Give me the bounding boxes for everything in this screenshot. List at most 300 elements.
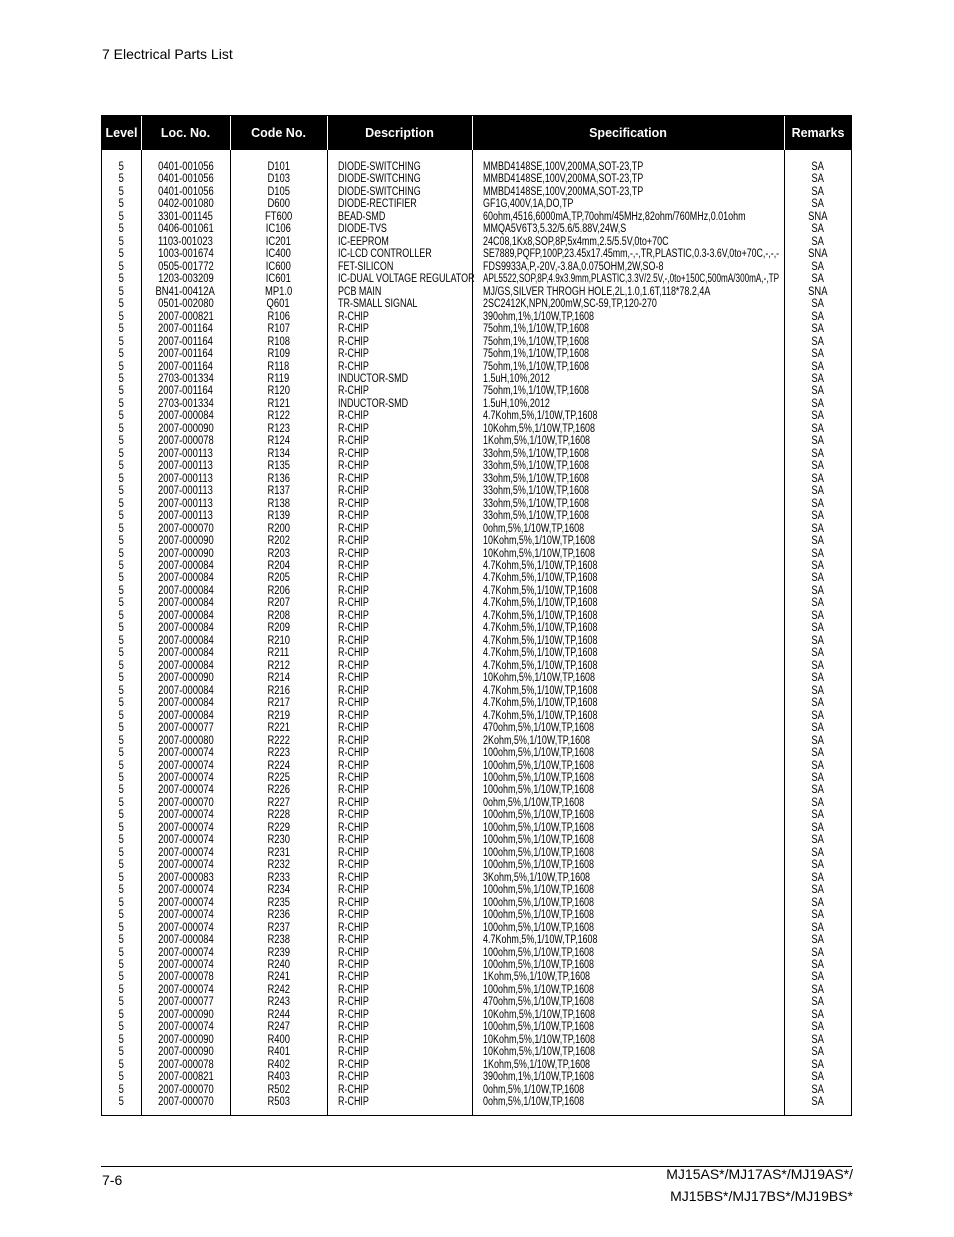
cell-remarks: SA xyxy=(811,223,825,236)
cell-remarks: SA xyxy=(811,672,825,685)
cell-level: 5 xyxy=(118,385,125,398)
cell-level: 5 xyxy=(118,884,125,897)
cell-remarks: SA xyxy=(811,1071,825,1084)
cell-level: 5 xyxy=(118,372,125,385)
cell-description: R-CHIP xyxy=(338,1096,369,1109)
cell-specification: 4.7Kohm,5%,1/10W,TP,1608 xyxy=(483,572,598,585)
cell-specification: 0ohm,5%,1/10W,TP,1608 xyxy=(483,796,585,809)
cell-specification: 1.5uH,10%,2012 xyxy=(483,372,550,385)
cell-description: R-CHIP xyxy=(338,1046,369,1059)
cell-specification: 100ohm,5%,1/10W,TP,1608 xyxy=(483,909,595,922)
cell-loc-no: 2007-000113 xyxy=(158,510,213,523)
cell-level: 5 xyxy=(118,510,125,523)
cell-specification: 0ohm,5%,1/10W,TP,1608 xyxy=(483,1096,585,1109)
cell-code-no: R209 xyxy=(267,622,290,635)
cell-loc-no: 0406-001061 xyxy=(157,223,214,236)
cell-description: R-CHIP xyxy=(338,584,369,597)
cell-code-no: R119 xyxy=(267,372,290,385)
cell-specification: 33ohm,5%,1/10W,TP,1608 xyxy=(483,485,590,498)
cell-code-no: R238 xyxy=(267,934,290,947)
cell-description: R-CHIP xyxy=(338,647,369,660)
cell-code-no: R206 xyxy=(267,584,290,597)
cell-description: R-CHIP xyxy=(338,846,369,859)
cell-code-no: R210 xyxy=(267,634,290,647)
cell-code-no: R205 xyxy=(267,572,290,585)
cell-loc-no: 2007-000074 xyxy=(157,959,214,971)
cell-loc-no: 0501-002080 xyxy=(157,298,214,311)
cell-loc-no: 2007-000090 xyxy=(157,1033,214,1046)
cell-loc-no: 2007-000084 xyxy=(157,659,214,672)
cell-code-no: R235 xyxy=(267,896,290,909)
cell-code-no: R223 xyxy=(267,747,290,760)
table-header xyxy=(102,116,851,150)
cell-code-no: R120 xyxy=(267,385,290,398)
cell-specification: 60ohm,4516,6000mA,TP,70ohm/45MHz,82ohm/760MHz,0.01ohm xyxy=(483,210,746,223)
cell-remarks: SA xyxy=(811,323,825,336)
cell-description: R-CHIP xyxy=(338,547,369,560)
cell-level: 5 xyxy=(118,298,125,311)
cell-specification: 4.7Kohm,5%,1/10W,TP,1608 xyxy=(483,609,598,622)
cell-remarks: SA xyxy=(811,821,825,834)
cell-remarks: SA xyxy=(811,560,825,572)
cell-level: 5 xyxy=(118,934,125,947)
cell-level: 5 xyxy=(118,273,125,286)
cell-remarks: SA xyxy=(811,1083,825,1096)
cell-level: 5 xyxy=(118,597,125,610)
cell-specification: 3Kohm,5%,1/10W,TP,1608 xyxy=(483,871,591,884)
cell-remarks: SA xyxy=(811,547,825,560)
cell-code-no: IC106 xyxy=(265,223,292,236)
cell-code-no: R237 xyxy=(267,921,290,934)
cell-code-no: D103 xyxy=(267,173,290,186)
cell-loc-no: 2007-000074 xyxy=(157,747,214,760)
cell-remarks: SA xyxy=(811,747,825,760)
cell-loc-no: 2007-000077 xyxy=(157,722,214,735)
cell-code-no: R219 xyxy=(267,709,290,722)
cell-level: 5 xyxy=(118,335,125,348)
cell-level: 5 xyxy=(118,560,125,572)
cell-remarks: SA xyxy=(811,435,825,448)
cell-remarks: SA xyxy=(811,959,825,971)
cell-level: 5 xyxy=(118,734,125,747)
cell-loc-no: 2007-001164 xyxy=(158,323,213,336)
cell-remarks: SA xyxy=(811,235,825,248)
cell-level: 5 xyxy=(118,821,125,834)
cell-remarks: SA xyxy=(811,410,825,423)
cell-specification: 75ohm,1%,1/10W,TP,1608 xyxy=(483,385,590,398)
cell-specification: 4.7Kohm,5%,1/10W,TP,1608 xyxy=(483,697,598,710)
cell-remarks: SA xyxy=(811,472,825,485)
cell-description: R-CHIP xyxy=(338,335,369,348)
cell-level: 5 xyxy=(118,896,125,909)
cell-description: R-CHIP xyxy=(338,996,369,1009)
cell-description: R-CHIP xyxy=(338,535,369,548)
cell-specification: 33ohm,5%,1/10W,TP,1608 xyxy=(483,447,590,460)
cell-remarks: SA xyxy=(811,310,825,323)
cell-description: IC-EEPROM xyxy=(338,235,389,248)
cell-loc-no: 2007-000084 xyxy=(157,584,214,597)
cell-level: 5 xyxy=(118,497,125,510)
cell-remarks: SA xyxy=(811,709,825,722)
cell-specification: 10Kohm,5%,1/10W,TP,1608 xyxy=(483,535,596,548)
cell-level: 5 xyxy=(118,310,125,323)
cell-loc-no: 2007-000077 xyxy=(157,996,214,1009)
cell-level: 5 xyxy=(118,1058,125,1071)
cell-loc-no: 2007-001164 xyxy=(158,335,213,348)
cell-loc-no: 2007-000074 xyxy=(157,921,214,934)
cell-description: R-CHIP xyxy=(338,684,369,697)
cell-remarks: SA xyxy=(811,522,825,535)
cell-specification: 1Kohm,5%,1/10W,TP,1608 xyxy=(483,1058,591,1071)
cell-description: R-CHIP xyxy=(338,572,369,585)
cell-description: R-CHIP xyxy=(338,485,369,498)
cell-code-no: R108 xyxy=(267,335,290,348)
header-specification: Specification xyxy=(589,126,667,140)
cell-remarks: SA xyxy=(811,1046,825,1059)
cell-remarks: SA xyxy=(811,1058,825,1071)
cell-level: 5 xyxy=(118,223,125,236)
cell-loc-no: 2007-000113 xyxy=(158,485,213,498)
cell-remarks: SA xyxy=(811,1021,825,1034)
cell-loc-no: 2007-000113 xyxy=(158,472,213,485)
cell-level: 5 xyxy=(118,871,125,884)
cell-specification: FDS9933A,P,-20V,-3.8A,0.075OHM,2W,SO-8 xyxy=(483,260,664,273)
cell-loc-no: 2007-000070 xyxy=(157,522,214,535)
cell-level: 5 xyxy=(118,722,125,735)
cell-level: 5 xyxy=(118,859,125,872)
cell-code-no: R138 xyxy=(267,497,290,510)
cell-specification: 100ohm,5%,1/10W,TP,1608 xyxy=(483,959,595,971)
cell-description: R-CHIP xyxy=(338,560,369,572)
cell-level: 5 xyxy=(118,1021,125,1034)
cell-description: R-CHIP xyxy=(338,1071,369,1084)
parts-table xyxy=(101,115,852,1116)
cell-specification: APL5522,SOP,8P,4.9x3.9mm,PLASTIC,3.3V/2.5V,-,0to+150C,500mA/300mA,-,TP xyxy=(483,273,780,286)
cell-level: 5 xyxy=(118,1071,125,1084)
cell-specification: 100ohm,5%,1/10W,TP,1608 xyxy=(483,759,595,772)
column-level xyxy=(102,161,141,1109)
cell-remarks: SA xyxy=(811,161,825,173)
header-divider xyxy=(472,116,473,150)
cell-description: R-CHIP xyxy=(338,460,369,473)
cell-description: R-CHIP xyxy=(338,1083,369,1096)
cell-code-no: R136 xyxy=(267,472,290,485)
cell-loc-no: 2007-000074 xyxy=(157,809,214,822)
cell-loc-no: 1203-003209 xyxy=(157,273,214,286)
cell-specification: 10Kohm,5%,1/10W,TP,1608 xyxy=(483,1008,596,1021)
cell-loc-no: 2007-000090 xyxy=(157,547,214,560)
cell-loc-no: 0402-001080 xyxy=(157,198,214,211)
cell-level: 5 xyxy=(118,173,125,186)
cell-specification: 10Kohm,5%,1/10W,TP,1608 xyxy=(483,1046,596,1059)
cell-description: INDUCTOR-SMD xyxy=(338,397,409,410)
header-divider xyxy=(230,116,231,150)
cell-loc-no: 2007-000074 xyxy=(157,784,214,797)
cell-specification: 10Kohm,5%,1/10W,TP,1608 xyxy=(483,547,596,560)
cell-specification: MMBD4148SE,100V,200MA,SOT-23,TP xyxy=(483,161,644,173)
cell-loc-no: 2007-000074 xyxy=(157,946,214,959)
cell-description: DIODE-SWITCHING xyxy=(338,173,421,186)
cell-level: 5 xyxy=(118,971,125,984)
cell-specification: 4.7Kohm,5%,1/10W,TP,1608 xyxy=(483,659,598,672)
cell-code-no: R208 xyxy=(267,609,290,622)
cell-remarks: SA xyxy=(811,422,825,435)
cell-code-no: Q601 xyxy=(266,298,291,311)
cell-loc-no: 2007-000080 xyxy=(157,734,214,747)
cell-specification: 100ohm,5%,1/10W,TP,1608 xyxy=(483,1021,595,1034)
cell-specification: 470ohm,5%,1/10W,TP,1608 xyxy=(483,996,595,1009)
cell-specification: 10Kohm,5%,1/10W,TP,1608 xyxy=(483,672,596,685)
cell-loc-no: 2007-001164 xyxy=(158,385,213,398)
cell-description: R-CHIP xyxy=(338,634,369,647)
header-loc-no: Loc. No. xyxy=(160,126,211,140)
cell-description: R-CHIP xyxy=(338,784,369,797)
cell-specification: 75ohm,1%,1/10W,TP,1608 xyxy=(483,323,590,336)
cell-code-no: D600 xyxy=(267,198,290,211)
cell-description: R-CHIP xyxy=(338,871,369,884)
cell-specification: 100ohm,5%,1/10W,TP,1608 xyxy=(483,784,595,797)
column-description xyxy=(338,161,488,1109)
cell-code-no: R400 xyxy=(267,1033,290,1046)
cell-specification: 100ohm,5%,1/10W,TP,1608 xyxy=(483,896,595,909)
model-list-line-2: MJ15BS*/MJ17BS*/MJ19BS* xyxy=(670,1188,853,1204)
cell-specification: 470ohm,5%,1/10W,TP,1608 xyxy=(483,722,595,735)
cell-level: 5 xyxy=(118,983,125,996)
cell-loc-no: 2007-000084 xyxy=(157,684,214,697)
cell-description: R-CHIP xyxy=(338,510,369,523)
cell-specification: 390ohm,1%,1/10W,TP,1608 xyxy=(483,310,595,323)
cell-loc-no: 2007-000074 xyxy=(157,1021,214,1034)
cell-code-no: R239 xyxy=(267,946,290,959)
cell-level: 5 xyxy=(118,1083,125,1096)
cell-code-no: R236 xyxy=(267,909,290,922)
cell-loc-no: 2007-000084 xyxy=(157,410,214,423)
cell-specification: 0ohm,5%,1/10W,TP,1608 xyxy=(483,1083,585,1096)
cell-loc-no: 2007-000074 xyxy=(157,771,214,784)
cell-code-no: R214 xyxy=(267,672,290,685)
cell-loc-no: 0401-001056 xyxy=(157,161,214,173)
cell-description: R-CHIP xyxy=(338,809,369,822)
cell-remarks: SNA xyxy=(808,285,828,298)
cell-code-no: R200 xyxy=(267,522,290,535)
cell-specification: 100ohm,5%,1/10W,TP,1608 xyxy=(483,821,595,834)
cell-description: R-CHIP xyxy=(338,497,369,510)
cell-code-no: R216 xyxy=(267,684,290,697)
cell-level: 5 xyxy=(118,522,125,535)
cell-code-no: R232 xyxy=(267,859,290,872)
cell-remarks: SNA xyxy=(808,248,828,261)
cell-code-no: IC601 xyxy=(265,273,292,286)
cell-level: 5 xyxy=(118,185,125,198)
cell-level: 5 xyxy=(118,684,125,697)
cell-code-no: IC400 xyxy=(265,248,292,261)
cell-description: PCB MAIN xyxy=(338,285,382,298)
cell-level: 5 xyxy=(118,260,125,273)
cell-level: 5 xyxy=(118,647,125,660)
cell-code-no: R139 xyxy=(267,510,290,523)
cell-description: TR-SMALL SIGNAL xyxy=(338,298,418,311)
cell-loc-no: 1103-001023 xyxy=(158,235,213,248)
cell-code-no: D105 xyxy=(267,185,290,198)
cell-level: 5 xyxy=(118,435,125,448)
cell-specification: 1Kohm,5%,1/10W,TP,1608 xyxy=(483,435,591,448)
cell-description: R-CHIP xyxy=(338,747,369,760)
cell-remarks: SA xyxy=(811,921,825,934)
cell-code-no: R225 xyxy=(267,771,290,784)
cell-specification: 33ohm,5%,1/10W,TP,1608 xyxy=(483,460,590,473)
cell-remarks: SA xyxy=(811,946,825,959)
cell-code-no: R204 xyxy=(267,560,290,572)
cell-specification: 100ohm,5%,1/10W,TP,1608 xyxy=(483,846,595,859)
cell-loc-no: 3301-001145 xyxy=(158,210,213,223)
cell-code-no: R401 xyxy=(267,1046,290,1059)
cell-remarks: SA xyxy=(811,659,825,672)
cell-remarks: SA xyxy=(811,198,825,211)
cell-loc-no: 2007-000113 xyxy=(158,460,213,473)
cell-remarks: SA xyxy=(811,497,825,510)
header-description: Description xyxy=(365,126,434,140)
cell-code-no: R222 xyxy=(267,734,290,747)
cell-code-no: R243 xyxy=(267,996,290,1009)
cell-specification: 4.7Kohm,5%,1/10W,TP,1608 xyxy=(483,709,598,722)
cell-specification: 10Kohm,5%,1/10W,TP,1608 xyxy=(483,1033,596,1046)
cell-description: R-CHIP xyxy=(338,734,369,747)
cell-level: 5 xyxy=(118,747,125,760)
cell-description: R-CHIP xyxy=(338,447,369,460)
cell-description: R-CHIP xyxy=(338,1021,369,1034)
cell-description: R-CHIP xyxy=(338,709,369,722)
cell-description: R-CHIP xyxy=(338,971,369,984)
cell-description: R-CHIP xyxy=(338,422,369,435)
cell-description: R-CHIP xyxy=(338,1008,369,1021)
cell-remarks: SA xyxy=(811,896,825,909)
cell-description: R-CHIP xyxy=(338,722,369,735)
cell-remarks: SA xyxy=(811,1008,825,1021)
cell-specification: 4.7Kohm,5%,1/10W,TP,1608 xyxy=(483,560,598,572)
cell-description: R-CHIP xyxy=(338,622,369,635)
cell-remarks: SA xyxy=(811,859,825,872)
cell-code-no: R123 xyxy=(267,422,290,435)
cell-description: IC-LCD CONTROLLER xyxy=(338,248,432,261)
cell-level: 5 xyxy=(118,1033,125,1046)
cell-description: R-CHIP xyxy=(338,360,369,373)
cell-specification: 24C08,1Kx8,SOP,8P,5x4mm,2.5/5.5V,0to+70C xyxy=(483,235,669,248)
cell-remarks: SA xyxy=(811,335,825,348)
cell-specification: 100ohm,5%,1/10W,TP,1608 xyxy=(483,946,595,959)
cell-description: R-CHIP xyxy=(338,959,369,971)
cell-specification: 100ohm,5%,1/10W,TP,1608 xyxy=(483,884,595,897)
column-code-no xyxy=(230,161,327,1109)
cell-level: 5 xyxy=(118,784,125,797)
cell-loc-no: 2007-000084 xyxy=(157,709,214,722)
cell-code-no: R242 xyxy=(267,983,290,996)
cell-description: R-CHIP xyxy=(338,597,369,610)
cell-description: R-CHIP xyxy=(338,921,369,934)
cell-loc-no: 2007-000070 xyxy=(157,1083,214,1096)
cell-specification: 33ohm,5%,1/10W,TP,1608 xyxy=(483,472,590,485)
cell-loc-no: 2007-000074 xyxy=(157,859,214,872)
cell-specification: 100ohm,5%,1/10W,TP,1608 xyxy=(483,834,595,847)
cell-remarks: SA xyxy=(811,572,825,585)
cell-loc-no: 2007-000083 xyxy=(157,871,214,884)
cell-description: DIODE-SWITCHING xyxy=(338,161,421,173)
cell-level: 5 xyxy=(118,397,125,410)
cell-level: 5 xyxy=(118,161,125,173)
cell-specification: 10Kohm,5%,1/10W,TP,1608 xyxy=(483,422,596,435)
cell-loc-no: 0401-001056 xyxy=(157,185,214,198)
cell-code-no: R247 xyxy=(267,1021,290,1034)
cell-loc-no: 2007-000090 xyxy=(157,1008,214,1021)
cell-description: R-CHIP xyxy=(338,385,369,398)
cell-loc-no: 2007-000084 xyxy=(157,647,214,660)
cell-loc-no: 0505-001772 xyxy=(157,260,214,273)
cell-remarks: SNA xyxy=(808,210,828,223)
cell-specification: 100ohm,5%,1/10W,TP,1608 xyxy=(483,771,595,784)
cell-remarks: SA xyxy=(811,397,825,410)
cell-level: 5 xyxy=(118,422,125,435)
cell-specification: 4.7Kohm,5%,1/10W,TP,1608 xyxy=(483,634,598,647)
header-divider xyxy=(327,116,328,150)
cell-specification: GF1G,400V,1A,DO,TP xyxy=(483,198,574,211)
cell-code-no: R107 xyxy=(267,323,290,336)
cell-level: 5 xyxy=(118,248,125,261)
cell-code-no: R227 xyxy=(267,796,290,809)
cell-remarks: SA xyxy=(811,622,825,635)
cell-description: R-CHIP xyxy=(338,323,369,336)
cell-specification: 1Kohm,5%,1/10W,TP,1608 xyxy=(483,971,591,984)
cell-description: R-CHIP xyxy=(338,1058,369,1071)
cell-description: R-CHIP xyxy=(338,759,369,772)
cell-loc-no: 2007-001164 xyxy=(158,360,213,373)
cell-level: 5 xyxy=(118,697,125,710)
cell-level: 5 xyxy=(118,759,125,772)
cell-description: R-CHIP xyxy=(338,672,369,685)
cell-specification: 4.7Kohm,5%,1/10W,TP,1608 xyxy=(483,597,598,610)
cell-code-no: R403 xyxy=(267,1071,290,1084)
cell-loc-no: 2007-000074 xyxy=(157,884,214,897)
cell-description: R-CHIP xyxy=(338,435,369,448)
cell-code-no: R203 xyxy=(267,547,290,560)
cell-code-no: R211 xyxy=(267,647,290,660)
cell-code-no: R106 xyxy=(267,310,290,323)
cell-description: R-CHIP xyxy=(338,946,369,959)
cell-level: 5 xyxy=(118,796,125,809)
cell-remarks: SA xyxy=(811,597,825,610)
header-divider xyxy=(784,116,785,150)
cell-loc-no: 2703-001334 xyxy=(157,372,214,385)
cell-loc-no: 2007-000078 xyxy=(157,1058,214,1071)
cell-code-no: R122 xyxy=(267,410,290,423)
cell-level: 5 xyxy=(118,1008,125,1021)
cell-specification: 1.5uH,10%,2012 xyxy=(483,397,550,410)
cell-remarks: SA xyxy=(811,385,825,398)
cell-remarks: SA xyxy=(811,510,825,523)
cell-description: R-CHIP xyxy=(338,348,369,361)
cell-specification: 100ohm,5%,1/10W,TP,1608 xyxy=(483,809,595,822)
cell-remarks: SA xyxy=(811,934,825,947)
cell-description: FET-SILICON xyxy=(338,260,394,273)
cell-level: 5 xyxy=(118,659,125,672)
cell-code-no: R231 xyxy=(267,846,290,859)
page-number: 7-6 xyxy=(102,1172,123,1188)
cell-level: 5 xyxy=(118,348,125,361)
cell-remarks: SA xyxy=(811,485,825,498)
cell-loc-no: BN41-00412A xyxy=(155,285,216,298)
cell-code-no: R207 xyxy=(267,597,290,610)
cell-code-no: R212 xyxy=(267,659,290,672)
cell-level: 5 xyxy=(118,609,125,622)
cell-loc-no: 2007-000074 xyxy=(157,896,214,909)
